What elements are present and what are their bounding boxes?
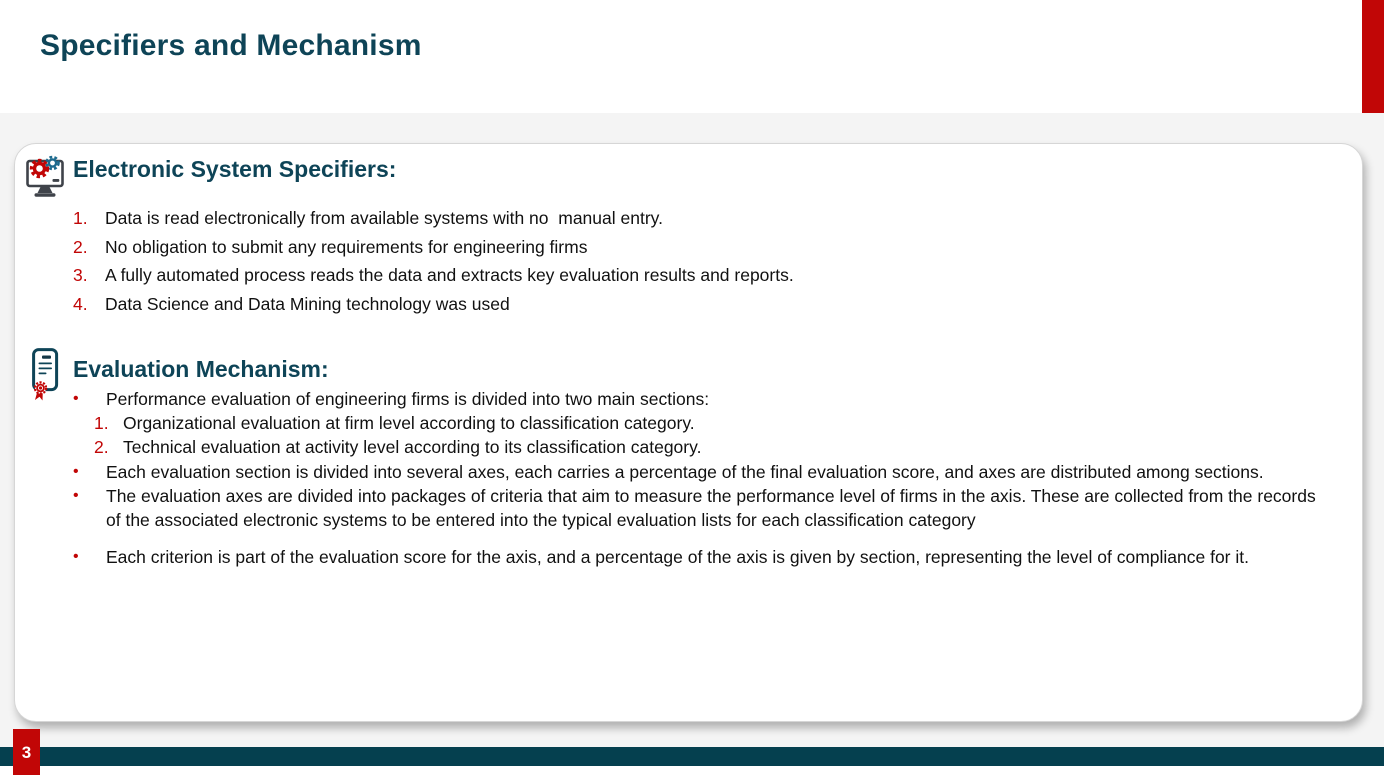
bullet-text: Each criterion is part of the evaluation score for the axis, and a percentage of the axis is given by section, representing the level of compliance for it. [106,547,1249,568]
item-number: 4. [73,293,88,314]
bullet-text: Each evaluation section is divided into several axes, each carries a percentage of the final evaluation score, and axes are distributed among sections. [106,461,1264,482]
page-number-badge [13,729,40,775]
bullet-marker: • [73,548,79,566]
section-heading-electronic: Electronic System Specifiers: [73,156,397,182]
item-number: 2. [94,437,109,458]
item-number: 1. [94,413,109,434]
item-text: No obligation to submit any requirements for engineering firms [105,236,588,257]
page-title: Specifiers and Mechanism [40,29,422,62]
list-item [73,265,1323,286]
bullet-marker: • [73,390,79,407]
bullet-item [73,460,1323,484]
certificate-with-ribbon-icon [32,348,59,402]
specifiers-numbered-list [73,208,1323,322]
item-text: Technical evaluation at activity level according to its classification category. [123,437,702,458]
bullet-marker: • [73,462,79,480]
bullet-item [73,387,1323,411]
bullet-text: Performance evaluation of engineering firms is divided into two main sections: [106,389,710,409]
content-card [14,143,1363,722]
bullet-text: The evaluation axes are divided into packages of criteria that aim to measure the performance level of firms in the axis. These are collected from the records of the associated electronic systems to be entered into the typical evaluation lists for each classification category [106,485,1316,531]
item-text: Organizational evaluation at firm level according to classification category. [123,413,695,434]
red-accent-bar [1362,0,1384,113]
bullet-item [73,484,1323,532]
sub-list-item [94,411,1323,435]
item-number: 2. [73,236,88,257]
monitor-with-gears-icon [26,154,64,200]
item-text: A fully automated process reads the data and extracts key evaluation results and reports. [105,265,794,285]
page-number: 3 [21,743,32,762]
item-number: 1. [73,208,88,228]
item-number: 3. [73,265,88,285]
list-item [73,237,1323,258]
slide-header [0,0,1384,113]
sub-list-item [94,435,1323,459]
bullet-sub-list [94,411,1323,459]
item-text: Data Science and Data Mining technology was used [105,293,510,314]
mechanism-bullet-list [73,387,1323,569]
section-heading-evaluation: Evaluation Mechanism: [73,356,329,382]
bullet-item [73,545,1323,569]
list-item [73,208,1323,229]
footer-bar [0,747,1384,766]
item-text: Data is read electronically from available systems with no manual entry. [105,208,663,228]
list-item [73,294,1323,315]
bullet-marker: • [73,486,79,504]
content-background [0,113,1384,747]
